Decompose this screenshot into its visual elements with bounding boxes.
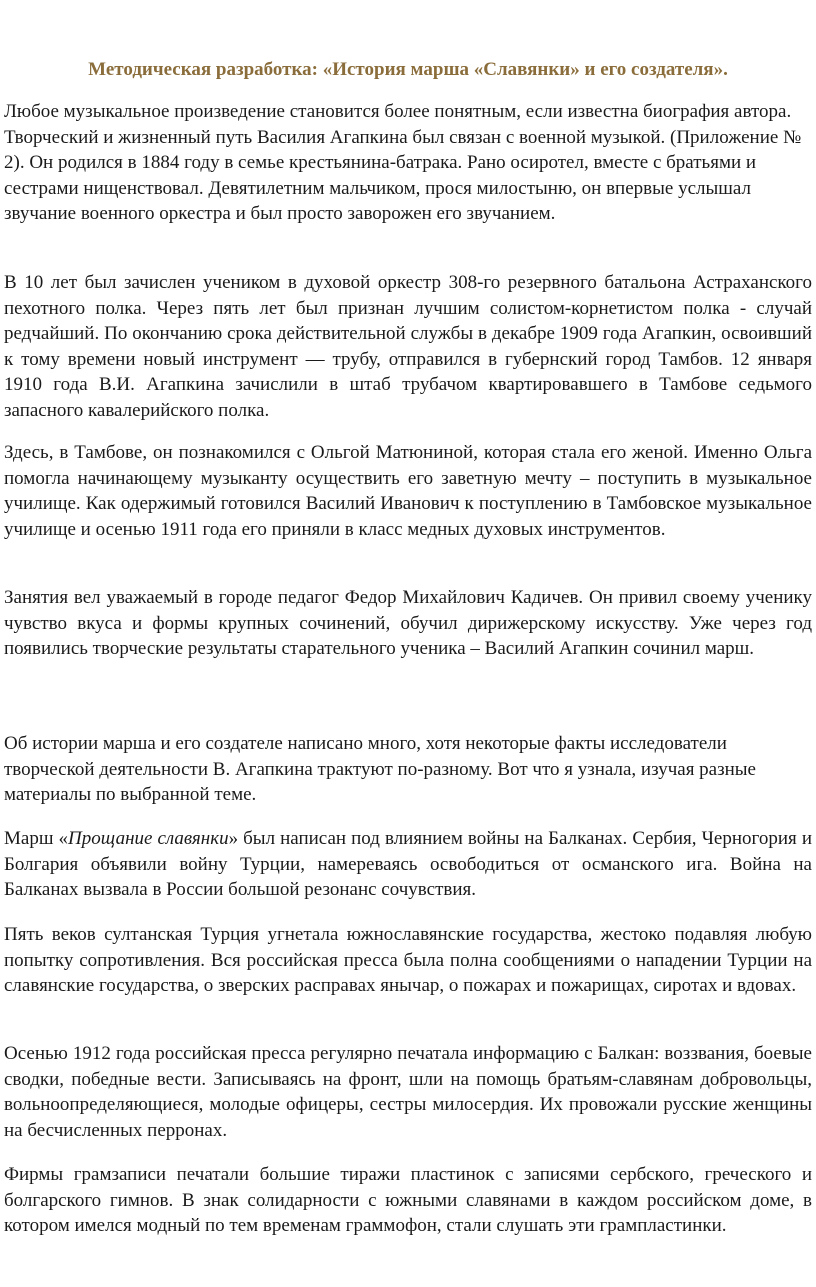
document-title: Методическая разработка: «История марша «Славянки» и его создателя». bbox=[88, 59, 728, 80]
paragraph-military-service: В 10 лет был зачислен учеником в духовой оркестр 308-го резервного батальона Астраханского пехотного полка. Через пять лет был признан лучшим солистом-корнетистом полка - случай редчайший. По окончанию срока действительной службы в декабре 1909 года Агапкин, освоивший к тому времени новый инструмент — трубу, отправился в губернский город Тамбов. 12 января 1910 года В.И. Агапкина зачислили в штаб трубачом квартировавшего в Тамбове седьмого запасного кавалерийского полка. bbox=[4, 272, 812, 421]
paragraph-turkish-oppression: Пять веков султанская Турция угнетала южнославянские государства, жестоко подавляя любую попытку сопротивления. Вся российская пресса была полна сообщениями о нападении Турции на славянские государства, о зверских расправах янычар, о пожарах и пожарищах, сиротах и вдовах. bbox=[4, 924, 812, 996]
paragraph-balkan-war-before: Марш « bbox=[4, 828, 69, 849]
paragraph-balkan-war bbox=[4, 826, 812, 903]
paragraph-history-research: Об истории марша и его создателе написано много, хотя некоторые факты исследователи творческой деятельности В. Агапкина трактуют по-разному. Вот что я узнала, изучая разные материалы по выбранной теме. bbox=[4, 733, 756, 805]
march-title-italic: Прощание славянки bbox=[68, 828, 229, 849]
paragraph-biography-intro: Любое музыкальное произведение становится более понятным, если известна биография автора. Творческий и жизненный путь Василия Агапкина был связан с военной музыкой. (Приложение № 2). Он родился в 1884 году в семье крестьянина-батрака. Рано осиротел, вместе с братьями и сестрами нищенствовал. Девятилетним мальчиком, прося милостыню, он впервые услышал звучание военного оркестра и был просто заворожен его звучанием. bbox=[4, 101, 802, 224]
paragraph-teacher: Занятия вел уважаемый в городе педагог Федор Михайлович Кадичев. Он привил своему ученику чувство вкуса и формы крупных сочинений, обучил дирижерскому искусству. Уже через год появились творческие результаты старательного ученика – Василий Агапкин сочинил марш. bbox=[4, 587, 812, 659]
paragraph-press-1912: Осенью 1912 года российская пресса регулярно печатала информацию с Балкан: воззвания, боевые сводки, победные вести. Записываясь на фронт, шли на помощь братьям-славянам добровольцы, вольноопределяющиеся, молодые офицеры, сестры милосердия. Их провожали русские женщины на бесчисленных перронах. bbox=[4, 1043, 812, 1141]
paragraph-balkan-war-after: » был написан под влиянием войны на Балканах. Сербия, Черногория и Болгария объявили войну Турции, намереваясь освободиться от османского ига. Война на Балканах вызвала в России большой резонанс сочувствия. bbox=[4, 828, 812, 900]
paragraph-tambov: Здесь, в Тамбове, он познакомился с Ольгой Матюниной, которая стала его женой. Именно Ольга помогла начинающему музыканту осуществить его заветную мечту – поступить в музыкальное училище. Как одержимый готовился Василий Иванович к поступлению в Тамбовское музыкальное училище и осенью 1911 года его приняли в класс медных духовых инструментов. bbox=[4, 442, 812, 540]
paragraph-gramophone: Фирмы грамзаписи печатали большие тиражи пластинок с записями сербского, греческого и болгарского гимнов. В знак солидарности с южными славянами в каждом российском доме, в котором имелся модный по тем временам граммофон, стали слушать эти грампластинки. bbox=[4, 1164, 812, 1236]
